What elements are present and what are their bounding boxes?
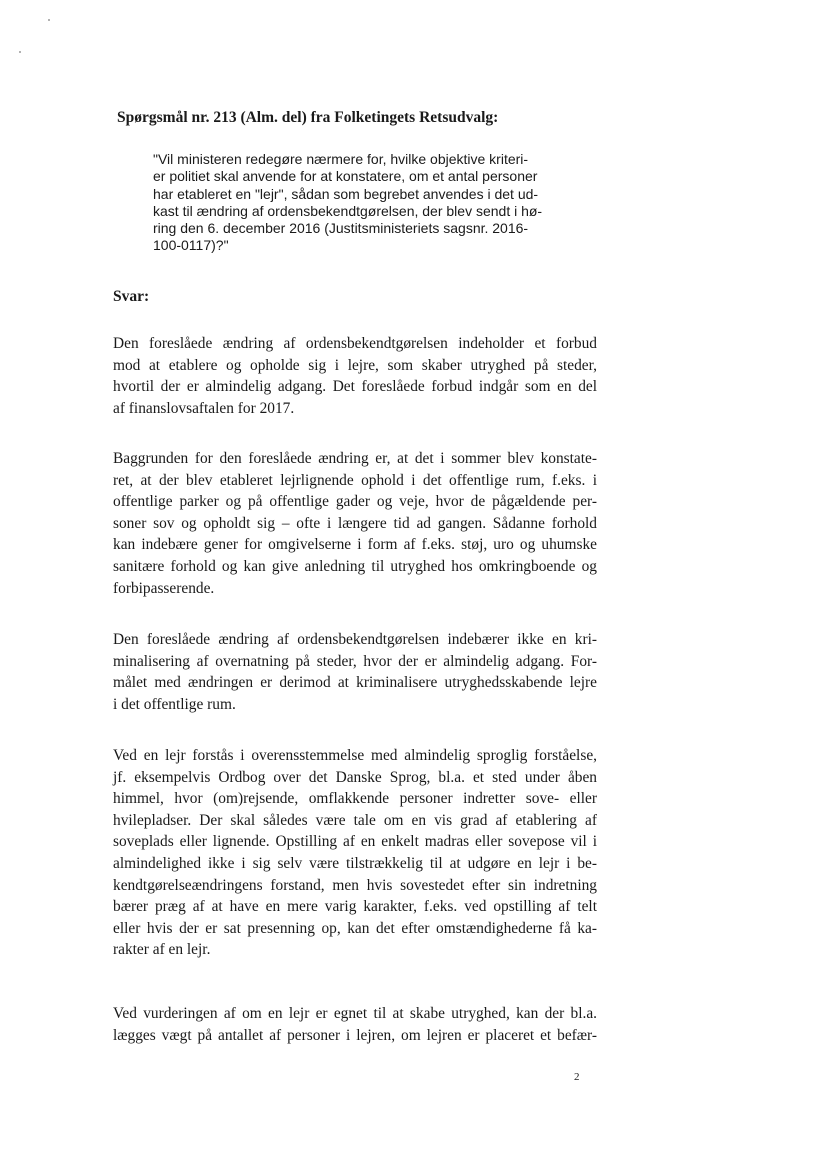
answer-paragraph [113, 448, 597, 599]
paragraph-line: Ved vurderingen af om en lejr er egnet til at skabe utryghed, kan der bl.a. [113, 1005, 597, 1022]
paragraph-line: Den foreslåede ændring af ordensbekendtgørelsen indeholder et forbud [113, 335, 597, 352]
quote-line: er politiet skal anvende for at konstatere, om et antal personer [153, 168, 538, 185]
answer-heading: Svar: [113, 288, 150, 305]
paragraph-line: rakter af en lejr. [113, 941, 211, 959]
paragraph-line: eller hvis der er sat presenning op, kan det efter omstændighederne få ka- [113, 919, 597, 937]
paragraph-line: af finanslovsaftalen for 2017. [113, 399, 295, 417]
paragraph-line: bærer præg af at have en mere varig karakter, f.eks. ved opstilling af telt [113, 898, 597, 916]
quote-line: har etableret en "lejr", sådan som begrebet anvendes i det ud- [153, 185, 539, 202]
paragraph-line: minalisering af overnatning på steder, hvor der er almindelig adgang. For- [113, 652, 597, 670]
paragraph-line: ret, at der blev etableret lejrlignende ophold i det offentlige rum, f.eks. i [113, 471, 597, 489]
paragraph-line: Den foreslåede ændring af ordensbekendtgørelsen indebærer ikke en kri- [113, 631, 597, 648]
answer-paragraph [113, 745, 597, 961]
paragraph-line: lægges vægt på antallet af personer i lejren, om lejren er placeret et befær- [113, 1026, 597, 1044]
paragraph-line: himmel, hvor (om)rejsende, omflakkende personer indretter sove- eller [113, 790, 597, 808]
paragraph-line: Baggrunden for den foreslåede ændring er, at det i sommer blev konstate- [113, 450, 597, 467]
paragraph-line: forbipasserende. [113, 579, 215, 597]
quote-line: "Vil ministeren redegøre nærmere for, hvilke objektive kriteri- [153, 151, 529, 167]
quote-line: ring den 6. december 2016 (Justitsministeriets sagsnr. 2016- [153, 220, 529, 237]
paragraph-line: mod at etablere og opholde sig i lejre, som skaber utryghed på steder, [113, 356, 597, 374]
paragraph-line: målet med ændringen er derimod at kriminalisere utryghedsskabende lejre [113, 674, 597, 692]
paragraph-line: kan indebære gener for omgivelserne i form af f.eks. støj, uro og uhumske [113, 536, 597, 554]
quote-line: kast til ændring af ordensbekendtgørelsen, der blev sendt i hø- [153, 202, 543, 219]
paragraph-line: kendtgørelseændringens forstand, men hvis sovestedet efter sin indretning [113, 876, 597, 894]
paragraph-line: jf. eksempelvis Ordbog over det Danske Sprog, bl.a. et sted under åben [113, 768, 597, 786]
paragraph-line: sanitære forhold og kan give anledning til utryghed hos omkringboende og [113, 557, 597, 575]
paragraph-line: hvortil der er almindelig adgang. Det foreslåede forbud indgår som en del [113, 378, 597, 396]
paragraph-line: almindelighed ikke i sig selv være tilstrækkelig til at udgøre en lejr i be- [113, 854, 597, 872]
answer-paragraph [113, 1003, 597, 1046]
scan-speck [19, 51, 21, 53]
quote-line: 100-0117)?" [153, 237, 229, 254]
question-heading: Spørgsmål nr. 213 (Alm. del) fra Folketingets Retsudvalg: [117, 109, 499, 126]
scan-speck [48, 19, 50, 21]
page-number: 2 [574, 1071, 580, 1083]
paragraph-line: i det offentlige rum. [113, 695, 236, 713]
question-quote [153, 151, 563, 255]
paragraph-line: Ved en lejr forstås i overensstemmelse med almindelig sproglig forståelse, [113, 747, 597, 764]
paragraph-line: hvilepladser. Der skal således være tale om en vis grad af etablering af [113, 811, 597, 829]
answer-paragraph [113, 629, 597, 715]
paragraph-line: offentlige parker og på offentlige gader og veje, hvor de pågældende per- [113, 493, 597, 511]
paragraph-line: soveplads eller lignende. Opstilling af en enkelt madras eller sovepose vil i [113, 833, 597, 851]
answer-paragraph [113, 333, 597, 419]
paragraph-line: soner sov og opholdt sig – ofte i længere tid ad gangen. Sådanne forhold [113, 514, 597, 532]
